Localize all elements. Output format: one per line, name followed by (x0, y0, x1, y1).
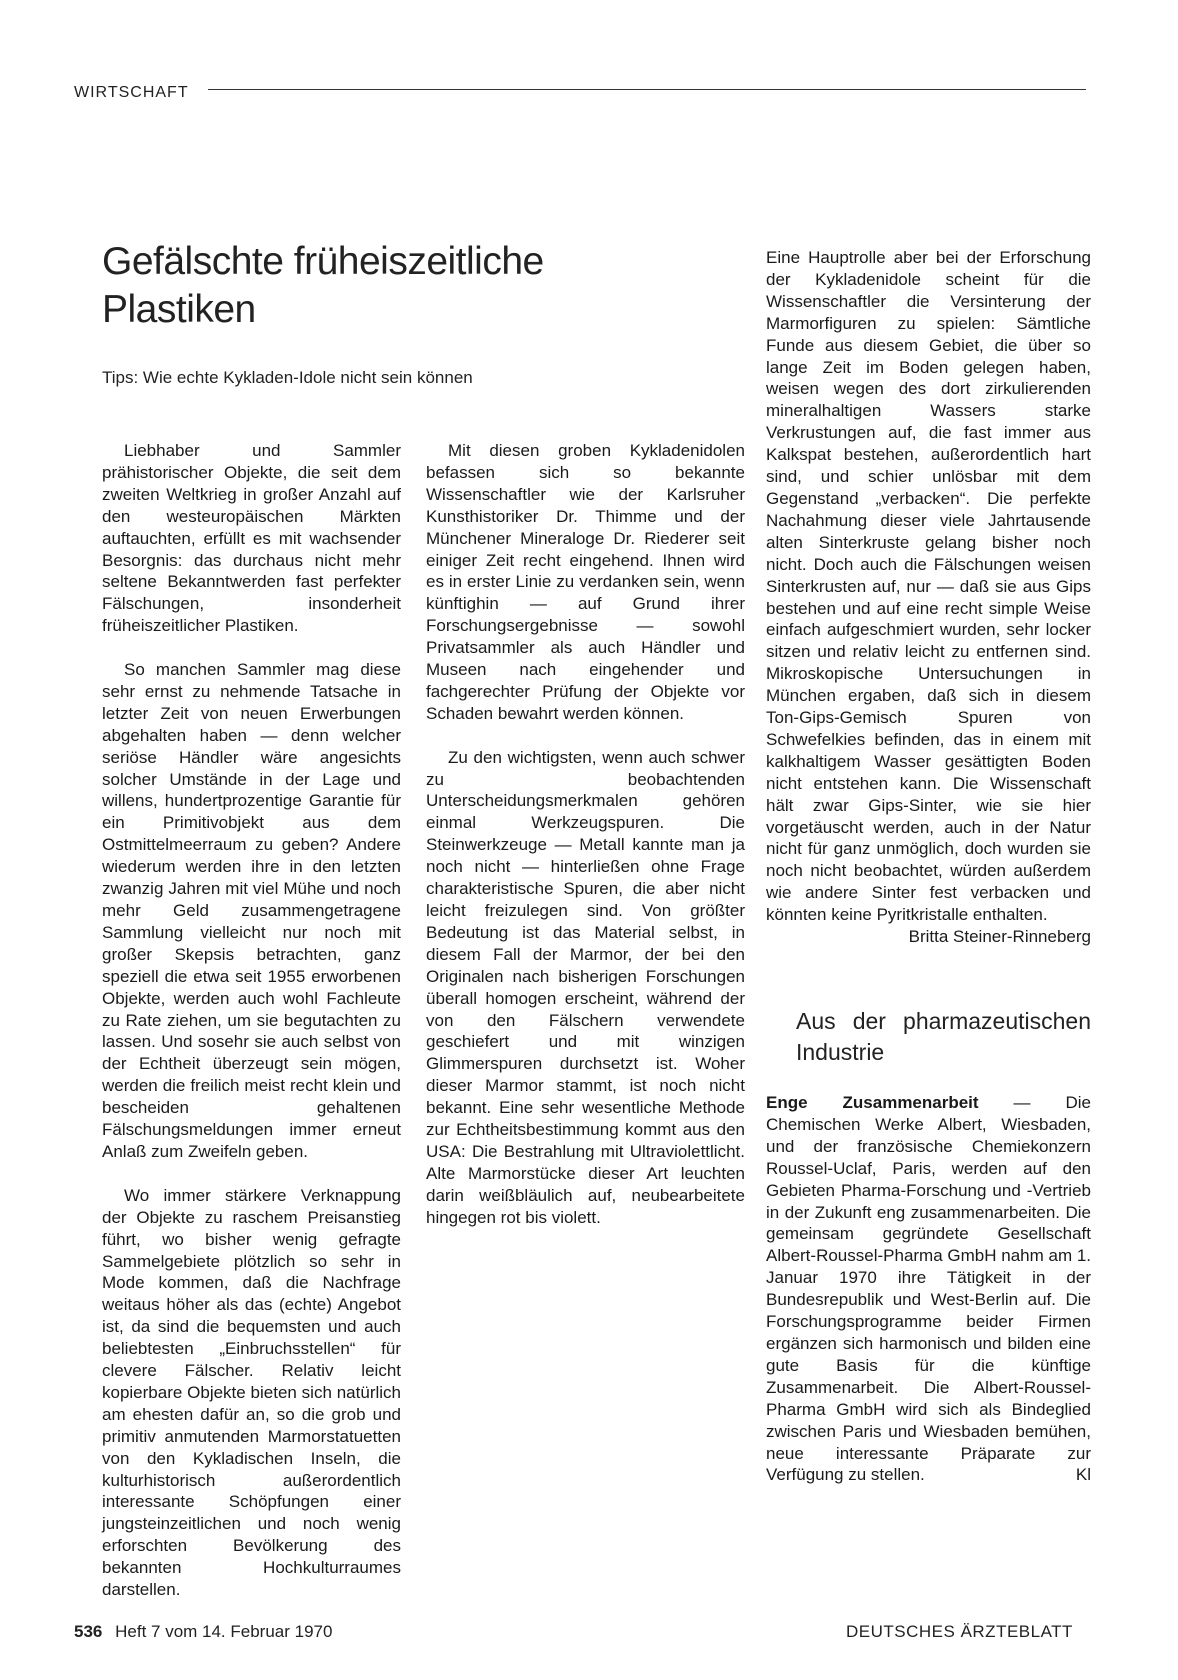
article-subtitle: Tips: Wie echte Kykladen-Idole nicht sein können (102, 368, 473, 387)
paragraph-5: Zu den wichtigsten, wenn auch schwer zu beobachtenden Unterscheidungsmerkmalen gehören einmal Werkzeugspuren. Die Steinwerkzeuge — Metall kannte man ja noch nicht — hinterließen ohne Frage charakteristische Spuren, die aber nicht leicht freizulegen sind. Von größter Bedeutung ist das Material selbst, in diesem Fall der Marmor, der bei den Originalen nach bisherigen Forschungen überall homogen erscheint, während der von den Fälschern verwendete geschiefert und mit winzigen Glimmerspuren durchsetzt ist. Woher dieser Marmor stammt, ist noch nicht bekannt. Eine sehr wesentliche Methode zur Echtheitsbestimmung kommt aus den USA: Die Bestrahlung mit Ultraviolettlicht. Alte Marmorstücke dieser Art leuchten darin weißbläulich auf, neubearbeitete hingegen rot bis violett. (426, 747, 745, 1227)
news-initials: Kl (1075, 1465, 1091, 1485)
author-byline: Britta Steiner-Rinneberg (908, 927, 1091, 947)
news-text: — Die Chemischen Werke Albert, Wiesbaden, und der französische Chemiekonzern Roussel-Uclaf, Paris, werden auf den Gebieten Pharma-Forschung und -Vertrieb in der Zukunft eng zusammenarbeiten. Die gemeinsam gegründete Gesellschaft Albert-Roussel-Pharma GmbH nahm am 1. Januar 1970 ihre Tätigkeit in der Bundesrepublik und West-Berlin auf. Die Forschungsprogramme beider Firmen ergänzen sich harmonisch und bilden eine gute Basis für die künftige Zusammenarbeit. Die Albert-Roussel-Pharma GmbH wird sich als Bindeglied zwischen Paris und Wiesbaden bemühen, neue interessante Präparate zur Verfügung zu stellen. (766, 1093, 1092, 1485)
article-title: Gefälschte früheiszeitliche Plastiken (102, 240, 544, 331)
paragraph-2: So manchen Sammler mag diese sehr ernst zu nehmende Tatsache in letzter Zeit von neuen Erwerbungen abgehalten haben — denn welcher seriöse Händler wäre angesichts solcher Umstände in der Lage und willens, hundertprozentige Garantie für ein Primitivobjekt aus dem Ostmittelmeerraum zu geben? Andere wiederum werden ihre in den letzten zwanzig Jahren mit viel Mühe und noch mehr Geld zusammengetragene Sammlung vielleicht nur noch mit großer Skepsis betrachten, ganz speziell die etwa seit 1955 erworbenen Objekte, werden auch wohl Fachleute zu Rate ziehen, um sie begutachten zu lassen. Und sosehr sie auch selbst von der Echtheit überzeugt sein mögen, werden die freilich meist recht klein und bescheiden gehaltenen Fälschungsmeldungen immer erneut Anlaß zum Zweifeln geben. (102, 660, 401, 1161)
journal-name: DEUTSCHES ÄRZTEBLATT (846, 1622, 1073, 1641)
news-heading: Aus der pharmazeutischen Industrie (796, 1008, 1091, 1065)
column-3 (766, 247, 1091, 1486)
column-2 (426, 440, 745, 1251)
page-number: 536 (74, 1622, 103, 1641)
paragraph-1: Liebhaber und Sammler prähistorischer Objekte, die seit dem zweiten Weltkrieg in großer Anzahl auf den westeuropäischen Märkten auftauchten, erfüllt es mit wachsender Besorgnis: das durchaus nicht mehr seltene Bekanntwerden fast perfekter Fälschungen, insonderheit früheiszeitlicher Plastiken. (102, 441, 401, 636)
news-item (766, 1092, 1091, 1486)
paragraph-4: Mit diesen groben Kykladenidolen befassen sich so bekannte Wissenschaftler wie der Karlsruher Kunsthistoriker Dr. Thimme und der Münchener Mineraloge Dr. Riederer seit einiger Zeit recht eingehend. Ihnen wird es in erster Linie zu verdanken sein, wenn künftighin — auf Grund ihrer Forschungsergebnisse — sowohl Privatsammler als auch Händler und Museen nach eingehender und fachgerechter Prüfung der Objekte vor Schaden bewahrt werden können. (426, 441, 745, 723)
footer-issue (74, 1622, 332, 1642)
issue-info: Heft 7 vom 14. Februar 1970 (115, 1622, 333, 1641)
column-1 (102, 440, 401, 1623)
paragraph-6: Eine Hauptrolle aber bei der Erforschung der Kykladenidole scheint für die Wissenschaftler die Versinterung der Marmorfiguren zu spielen: Sämtliche Funde aus diesem Gebiet, die über so lange Zeit im Boden gelegen haben, weisen wegen des dort zirkulierenden mineralhaltigen Wassers starke Verkrustungen auf, die fast immer aus Kalkspat bestehen, außerordentlich hart sind, und schier unlösbar mit dem Gegenstand „verbacken“. Die perfekte Nachahmung dieser viele Jahrtausende alten Sinterkruste gelang bisher noch nicht. Doch auch die Fälschungen weisen Sinterkrusten auf, nur — daß sie aus Gips bestehen und auf eine recht simple Weise einfach aufgeschmiert wurden, sehr locker sitzen und relativ leicht zu entfernen sind. Mikroskopische Untersuchungen in München ergaben, daß sich in diesem Ton-Gips-Gemisch Spuren von Schwefelkies befinden, das in einem mit kalkhaltigem Wasser gesättigten Boden nicht entstehen kann. Die Wissenschaft hält zwar Gips-Sinter, wie sie hier vorgetäuscht werden, auch in der Natur nicht für ganz unmöglich, doch wurden sie noch nicht beobachtet, würden außerdem wie andere Sinter fest verbacken und könnten keine Pyritkristalle enthalten. (766, 248, 1091, 925)
header-rule (208, 89, 1086, 90)
paragraph-3: Wo immer stärkere Verknappung der Objekte zu raschem Preisanstieg führt, wo bisher wenig gefragte Sammelgebiete plötzlich so sehr in Mode kommen, daß die Nachfrage weitaus höher als das (echte) Angebot ist, da sind die bequemsten und auch beliebtesten „Einbruchsstellen“ für clevere Fälscher. Relativ leicht kopierbare Objekte bieten sich natürlich am ehesten dafür an, so die grob und primitiv anmutenden Marmorstatuetten von den Kykladischen Inseln, die kulturhistorisch außerordentlich interessante Schöpfungen einer jungsteinzeitlichen und noch wenig erforschten Bevölkerung des bekannten Hochkulturraumes darstellen. (102, 1185, 401, 1600)
section-label: WIRTSCHAFT (74, 84, 189, 101)
news-lead: Enge Zusammenarbeit (766, 1093, 979, 1112)
